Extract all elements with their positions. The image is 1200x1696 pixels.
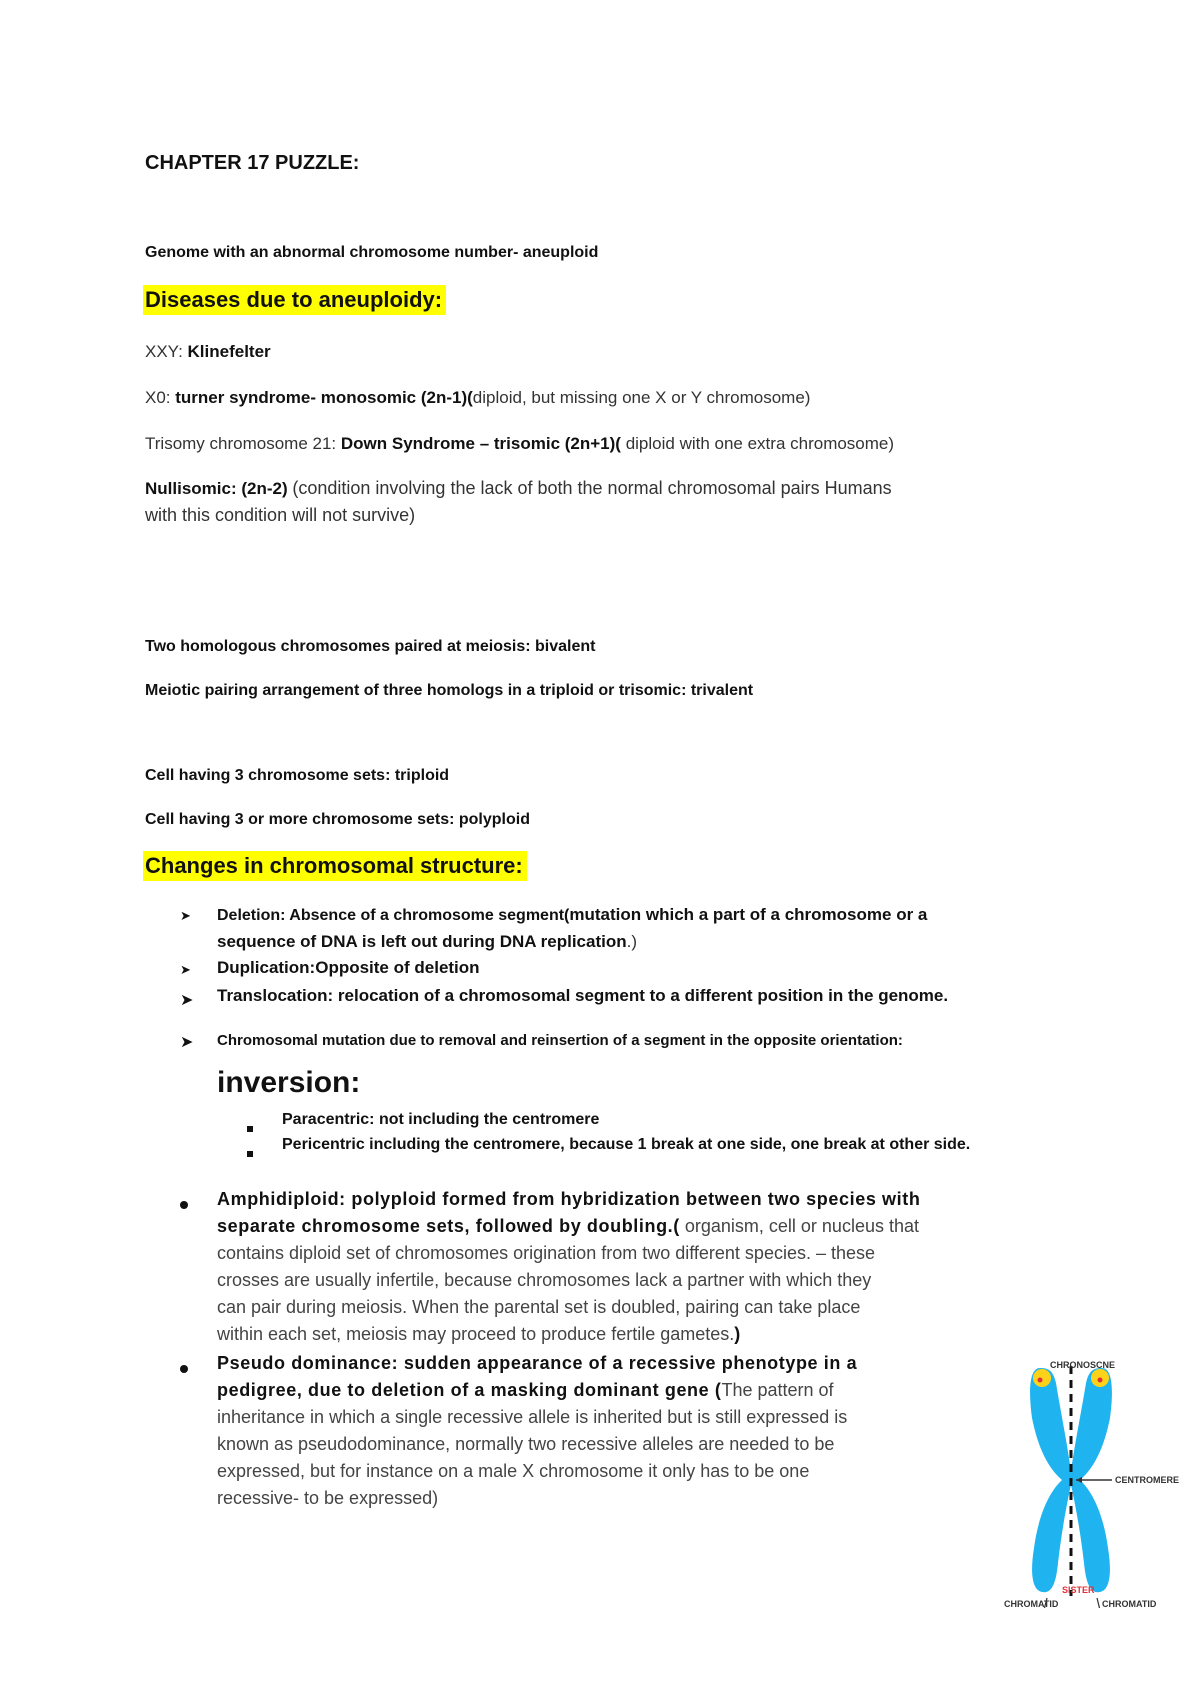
amphidiploid-line-6-reg: within each set, meiosis may proceed to produce fertile gametes. xyxy=(217,1324,735,1344)
duplication-line: Duplication:Opposite of deletion xyxy=(217,958,480,977)
polyploid-line: Cell having 3 or more chromosome sets: polyploid xyxy=(145,811,530,828)
pseudo-line-2-reg: The pattern of xyxy=(721,1380,834,1400)
figure-label-left-chromatid: CHROMATID xyxy=(1004,1599,1059,1609)
pseudo-line-5: expressed, but for instance on a male X chromosome it only has to be one xyxy=(217,1461,810,1481)
amphidiploid-line-5: can pair during meiosis. When the parental set is doubled, pairing can take place xyxy=(217,1297,861,1317)
amphidiploid-paragraph xyxy=(217,1186,1077,1348)
figure-label-sister: SISTER xyxy=(1062,1585,1095,1595)
amphidiploid-line-2-reg: organism, cell or nucleus that xyxy=(679,1216,919,1236)
xxy-term: Klinefelter xyxy=(187,342,271,361)
pseudo-line-6: recessive- to be expressed) xyxy=(217,1488,439,1508)
dot-bullet-icon xyxy=(180,1196,188,1214)
pseudo-line-1: Pseudo dominance: sudden appearance of a recessive phenotype in a xyxy=(217,1353,858,1373)
pseudo-line-3: inheritance in which a single recessive allele is inherited but is still expressed is xyxy=(217,1407,848,1427)
nullisomic-term: Nullisomic: (2n-2) xyxy=(145,479,293,498)
deletion-note-2: sequence of DNA is left out during DNA replication xyxy=(217,932,627,951)
heading-diseases-text: Diseases due to aneuploidy: xyxy=(143,285,446,315)
trisomy-label: Trisomy chromosome 21: xyxy=(145,434,341,453)
trisomy-term: Down Syndrome – trisomic (2n+1)( xyxy=(340,434,621,453)
pseudo-line-4: known as pseudodominance, normally two recessive alleles are needed to be xyxy=(217,1434,835,1454)
deletion-line-1 xyxy=(217,905,927,925)
triploid-line: Cell having 3 chromosome sets: triploid xyxy=(145,767,450,784)
aneuploid-definition: Genome with an abnormal chromosome number- aneuploid xyxy=(145,244,599,261)
xo-term: turner syndrome- monosomic (2n-1)( xyxy=(175,388,473,407)
figure-label-centromere: CENTROMERE xyxy=(1115,1475,1180,1485)
arrow-bullet-icon: ➤ xyxy=(180,908,191,923)
left-chromatid xyxy=(1030,1368,1072,1592)
amphidiploid-line-2 xyxy=(217,1213,1077,1240)
heading-diseases xyxy=(143,287,446,313)
paracentric-line: Paracentric: not including the centromere xyxy=(282,1111,600,1128)
xxy-line xyxy=(145,342,271,362)
square-bullet-icon xyxy=(247,1144,253,1162)
nullisomic-line xyxy=(145,478,892,499)
pseudo-line-2-bold: pedigree, due to deletion of a masking dominant gene ( xyxy=(217,1380,722,1400)
deletion-line-2 xyxy=(217,932,637,952)
amphidiploid-line-1: Amphidiploid: polyploid formed from hybridization between two species with xyxy=(217,1189,921,1209)
figure-label-right-chromatid: CHROMATID xyxy=(1102,1599,1157,1609)
amphidiploid-line-4: crosses are usually infertile, because chromosomes lack a partner with which they xyxy=(217,1270,872,1290)
amphidiploid-line-3: contains diploid set of chromosomes origination from two different species. – these xyxy=(217,1243,876,1263)
xxy-label: XXY: xyxy=(145,342,188,361)
arrow-bullet-icon: ➤ xyxy=(180,992,194,1009)
nullisomic-note-2: with this condition will not survive) xyxy=(145,505,416,525)
deletion-note-1: mutation which a part of a chromosome or a xyxy=(569,905,928,924)
bivalent-line: Two homologous chromosomes paired at meiosis: bivalent xyxy=(145,638,596,655)
amphidiploid-line-6 xyxy=(217,1321,1077,1348)
left-telomere xyxy=(1033,1369,1051,1387)
pericentric-line: Pericentric including the centromere, because 1 break at one side, one break at other side. xyxy=(282,1136,971,1153)
deletion-term: Deletion: Absence of a chromosome segment( xyxy=(217,907,570,924)
amphidiploid-line-6-end: ) xyxy=(734,1324,741,1344)
xo-line xyxy=(145,388,810,408)
inversion-description: Chromosomal mutation due to removal and reinsertion of a segment in the opposite orientation: xyxy=(217,1032,903,1049)
trisomy-line xyxy=(145,434,894,454)
xo-note: diploid, but missing one X or Y chromosome) xyxy=(472,388,811,407)
trisomy-note: diploid with one extra chromosome) xyxy=(620,434,895,453)
arrow-bullet-icon: ➤ xyxy=(180,1034,194,1051)
heading-changes-text: Changes in chromosomal structure: xyxy=(143,851,527,881)
left-telomere-dot xyxy=(1038,1378,1043,1383)
page-title: CHAPTER 17 PUZZLE: xyxy=(145,152,360,174)
amphidiploid-line-2-bold: separate chromosome sets, followed by doubling.( xyxy=(217,1216,680,1236)
chromosome-figure xyxy=(990,1348,1190,1608)
inversion-word: inversion: xyxy=(217,1066,361,1099)
translocation-line: Translocation: relocation of a chromosomal segment to a different position in the genome. xyxy=(217,986,949,1005)
right-telomere-dot xyxy=(1098,1378,1103,1383)
xo-label: X0: xyxy=(145,388,176,407)
square-bullet-icon xyxy=(247,1119,253,1137)
pseudo-line-2 xyxy=(217,1377,997,1404)
arrow-bullet-icon: ➤ xyxy=(180,962,191,977)
figure-label-top: CHRONOSCNE xyxy=(1050,1360,1116,1370)
nullisomic-note-1: (condition involving the lack of both the normal chromosomal pairs Humans xyxy=(292,478,892,498)
trivalent-line: Meiotic pairing arrangement of three homologs in a triploid or trisomic: trivalent xyxy=(145,682,754,699)
dot-bullet-icon xyxy=(180,1360,188,1378)
pseudo-dominance-paragraph xyxy=(217,1350,997,1512)
deletion-note-end: .) xyxy=(626,932,637,951)
heading-changes xyxy=(143,853,527,879)
